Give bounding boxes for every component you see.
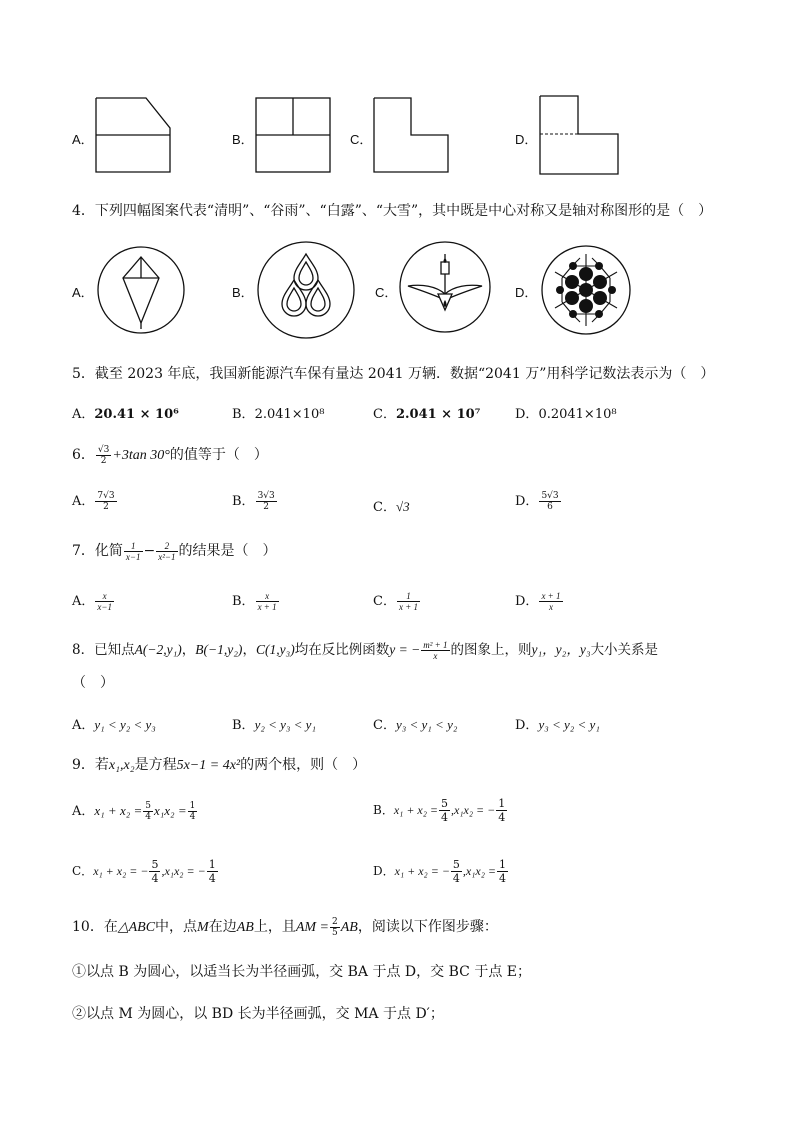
view-figure-b [256,98,332,174]
q9-option-a [72,800,198,822]
option-label-b: B． [232,132,254,147]
snowflake-icon [540,244,632,336]
q8-line1-b: 的图象上，则 [450,642,532,658]
dew-icon [398,240,493,335]
q5-option-d-label: D． [515,407,539,422]
q9-option-a-d2: 4 [189,812,196,822]
q9-option-a-n1: 5 [145,801,151,811]
q6-option-d-label: D． [515,494,539,509]
q7-option-a-den: x−1 [97,602,112,612]
question-7-stem [72,540,277,562]
q6-prefix: 6． [72,447,95,463]
q8-mid: 均在反比例函数 [294,642,390,658]
q8-option-d [515,714,600,733]
q10-a: 10．在 [72,919,118,935]
q9-option-c-p2: ,x₁x₂ = − [161,864,206,878]
q9-roots: x₁,x₂ [108,758,135,773]
q9-option-d-label: D． [373,864,395,878]
q8-option-d-label: D． [515,718,539,733]
q6-option-b-num: 3√3 [257,491,275,501]
q8-prefix: 8．已知点 [72,642,135,658]
q9-option-b [373,797,508,824]
q10-step-2: ②以点 M 为圆心，以 BD 长为半径画弧，交 MA 于点 D′； [72,1006,444,1022]
q9-option-a-d1: 4 [145,812,151,822]
q8-fn-den: x [433,651,438,661]
q8-sep1: ， [181,642,196,658]
q10-eq-num: 2 [332,916,338,927]
q10-eq-den: 5 [332,927,338,938]
q8-fn-lhs: y = − [389,642,421,657]
kite-icon [96,245,186,335]
q6-option-c [373,496,410,515]
q9-option-c-n1: 5 [151,858,159,871]
q10-b: 中，点 [155,919,198,935]
q7-option-c [373,590,421,612]
q4-option-label-d: D． [515,285,538,300]
q8-point-c: C(1,y₃) [255,642,295,657]
raindrops-icon [256,240,356,340]
option-label-a: A． [72,132,94,147]
q7-option-c-num: 1 [397,591,420,602]
q5-option-c [373,403,480,422]
q6-option-a-num: 7√3 [97,491,115,501]
q9-option-b-n1: 5 [441,797,449,810]
q5-option-d [515,403,617,422]
q8-option-c-text: y₃ < y₁ < y₂ [395,717,458,732]
q7-f2-num: 2 [156,541,177,552]
q9-option-a-label: A． [72,804,95,819]
q9-option-d-n1: 5 [452,858,460,871]
q9-option-d-p2: ,x₁x₂ = [462,864,497,878]
q10-eq-rhs: AB [340,920,358,935]
q7-option-d-num: x + 1 [541,591,561,601]
q8-option-c [373,714,457,733]
q10-step-1: ①以点 B 为圆心，以适当长为半径画弧，交 BA 于点 D，交 BC 于点 E； [72,964,531,980]
q9-prefix: 9．若 [72,757,109,773]
q8-line1-c: 大小关系是 [590,642,659,658]
q6-option-d-num: 5√3 [541,491,559,501]
q8-line2: （ ） [72,675,114,691]
q7-option-a-num: x [95,591,114,602]
q7-option-a-label: A． [72,594,95,609]
view-figure-d [540,96,620,176]
q9-option-d [373,858,509,885]
q9-mid: 是方程 [134,757,177,773]
q7-option-b-num: x [256,591,279,602]
q9-option-d-d2: 4 [499,872,507,885]
q8-option-c-label: C． [373,718,396,733]
q8-vars: y₁，y₂，y₃ [531,642,591,657]
q8-point-a: A(−2,y₁) [134,642,182,657]
q10-eq-lhs: AM = [295,920,329,935]
q9-option-c-d2: 4 [208,872,216,885]
q5-option-b-label: B． [232,407,255,422]
q6-option-b [232,490,278,512]
q8-option-b-text: y₂ < y₃ < y₁ [254,717,316,732]
question-9-stem [72,754,366,774]
q6-option-b-den: 2 [263,502,270,512]
q6-option-d-den: 6 [547,502,553,512]
q6-option-b-label: B． [232,494,255,509]
question-4-stem: 4．下列四幅图案代表“清明”、“谷雨”、“白露”、“大雪”，其中既是中心对称又是轴对称图形的是（ ） [72,203,713,219]
q8-sep2: ， [242,642,256,658]
question-10-stem [72,916,498,938]
q9-option-c-n2: 1 [208,858,216,871]
q4-option-label-c: C． [375,285,398,300]
view-figure-c [374,98,450,174]
q7-minus: − [143,543,156,559]
q5-option-a-label: A． [72,407,95,422]
q6-frac-den: 2 [100,455,107,466]
q4-option-label-b: B． [232,285,254,300]
q5-option-d-text: 0.2041×10⁸ [538,407,617,422]
q10-c: 在边 [208,919,237,935]
q9-option-b-d2: 4 [498,811,506,824]
q5-option-a [72,403,179,422]
option-label-c: C． [350,132,373,147]
q8-option-d-text: y₃ < y₂ < y₁ [538,717,600,732]
q10-triangle: △ABC [117,920,156,935]
q6-expression: +3tan 30° [112,448,170,463]
q9-suffix: 的两个根，则（ ） [240,757,367,773]
option-label-d: D． [515,132,538,147]
q7-option-b-label: B． [232,594,255,609]
q6-option-c-text: √3 [395,499,410,514]
q7-prefix: 7．化简 [72,543,123,559]
q4-option-label-a: A． [72,285,94,300]
q10-point-m: M [197,920,209,935]
q7-f1-den: x−1 [125,551,141,562]
q10-e: ，阅读以下作图步骤： [357,919,498,935]
q6-frac-num: √3 [97,444,110,455]
q9-option-c [72,858,219,885]
q9-option-a-n2: 1 [189,801,196,811]
q7-option-a [72,590,115,612]
q9-option-b-label: B． [373,803,394,817]
q9-option-c-label: C． [72,864,94,878]
q7-option-c-den: x + 1 [398,602,419,612]
q8-option-a-text: y₁ < y₂ < y₃ [94,717,156,732]
q6-option-c-label: C． [373,500,396,515]
q8-point-b: B(−1,y₂) [195,642,243,657]
q8-fn-num: m² + 1 [423,640,448,650]
q8-option-b-label: B． [232,718,255,733]
q5-option-c-text: 2.041 × 10⁷ [395,407,481,422]
question-5-stem: 5．截至 2023 年底，我国新能源汽车保有量达 2041 万辆．数据“2041 万”用科学记数法表示为（ ） [72,366,715,382]
q8-option-b [232,714,316,733]
q7-option-b [232,590,280,612]
q9-option-a-p2: x₁x₂ = [154,803,187,818]
question-6-stem [72,444,268,466]
q9-option-b-d1: 4 [441,811,449,824]
q5-option-a-text: 20.41 × 10⁶ [94,407,179,422]
q7-option-c-label: C． [373,594,396,609]
q5-option-b [232,403,324,422]
q9-option-b-p1: x₁ + x₂ = [393,803,439,817]
q7-option-d-den: x [548,602,553,612]
q9-option-a-p1: x₁ + x₂ = [94,803,143,818]
q9-option-c-p1: x₁ + x₂ = − [93,864,149,878]
q9-option-d-d1: 4 [452,872,460,885]
q7-option-b-den: x + 1 [257,602,277,612]
q6-suffix: 的值等于（ ） [169,447,268,463]
q6-option-d [515,490,562,512]
q6-fraction [96,445,111,466]
q6-option-a-label: A． [72,494,95,509]
q7-f1-num: 1 [124,541,143,552]
q5-option-b-text: 2.041×10⁸ [254,407,325,422]
q6-option-a-den: 2 [103,502,109,512]
q7-option-d-label: D． [515,594,539,609]
q10-side-ab: AB [236,920,254,935]
q9-option-d-p1: x₁ + x₂ = − [394,864,450,878]
view-figure-a [96,98,172,174]
q9-option-b-p2: ,x₁x₂ = − [451,803,496,817]
q9-option-b-n2: 1 [498,797,506,810]
q9-equation: 5x−1 = 4x² [176,758,241,773]
q6-option-a [72,490,118,512]
q8-option-a-label: A． [72,718,95,733]
q9-option-c-d1: 4 [151,872,159,885]
q8-option-a [72,714,156,733]
q7-suffix: 的结果是（ ） [178,543,277,559]
q9-option-d-n2: 1 [499,858,507,871]
q10-d: 上，且 [253,919,296,935]
question-8-stem [72,638,658,661]
q5-option-c-label: C． [373,407,396,422]
q7-option-d [515,590,564,612]
q7-f2-den: x²−1 [158,551,176,562]
